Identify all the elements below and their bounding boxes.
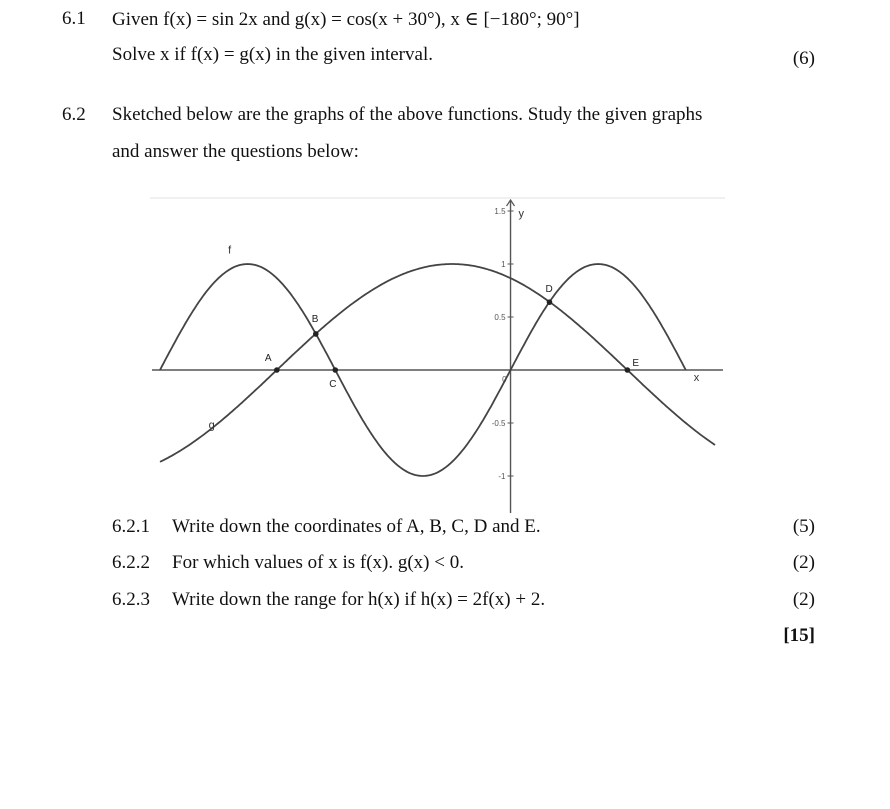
question-6-2-3-number: 6.2.3 bbox=[112, 589, 150, 610]
point-label-a: A bbox=[264, 353, 272, 364]
x-axis-label: x bbox=[693, 372, 700, 384]
point-label-c: C bbox=[329, 379, 337, 390]
point-e bbox=[625, 367, 631, 373]
total-marks: [15] bbox=[783, 625, 815, 646]
question-6-2-2-marks: (2) bbox=[792, 552, 815, 573]
y-axis-label: y bbox=[518, 208, 525, 220]
y-tick-label: -1 bbox=[498, 472, 506, 481]
intersection-points bbox=[265, 284, 640, 390]
y-tick-label: 1 bbox=[501, 260, 506, 269]
y-tick-label: 0.5 bbox=[494, 313, 506, 322]
question-6-2-line1: Sketched below are the graphs of the above functions. Study the given graphs bbox=[112, 104, 703, 125]
question-6-2-line2: and answer the questions below: bbox=[112, 141, 359, 162]
trig-graph bbox=[150, 195, 725, 515]
point-a bbox=[274, 367, 280, 373]
question-6-1-line1: Given f(x) = sin 2x and g(x) = cos(x + 30°), x ∈ [−180°; 90°] bbox=[112, 9, 580, 30]
question-6-2-1-text: Write down the coordinates of A, B, C, D and E. bbox=[172, 516, 541, 537]
point-d bbox=[547, 299, 553, 305]
point-label-d: D bbox=[545, 284, 553, 296]
question-6-2-2-text: For which values of x is f(x). g(x) < 0. bbox=[172, 552, 464, 573]
point-b bbox=[313, 331, 319, 337]
question-6-2-3-marks: (2) bbox=[792, 589, 815, 610]
point-label-b: B bbox=[311, 313, 319, 325]
question-6-2-1-marks: (5) bbox=[792, 516, 815, 537]
question-6-2-1-number: 6.2.1 bbox=[112, 516, 150, 537]
question-6-2-2-number: 6.2.2 bbox=[112, 552, 150, 573]
y-tick-label: -0.5 bbox=[491, 419, 506, 428]
curve-f-label: f bbox=[228, 244, 232, 257]
question-6-2-number: 6.2 bbox=[62, 104, 86, 125]
question-6-1-line2: Solve x if f(x) = g(x) in the given interval. bbox=[112, 44, 433, 65]
y-tick-label: 0 bbox=[502, 375, 507, 384]
question-6-2-3-text: Write down the range for h(x) if h(x) = 2f(x) + 2. bbox=[172, 589, 546, 610]
question-6-1-number: 6.1 bbox=[62, 8, 86, 29]
curve-g-label: g bbox=[208, 419, 215, 432]
point-c bbox=[332, 367, 338, 373]
question-6-1-marks: (6) bbox=[792, 48, 815, 69]
y-tick-label: 1.5 bbox=[494, 207, 506, 216]
point-label-e: E bbox=[632, 358, 640, 369]
